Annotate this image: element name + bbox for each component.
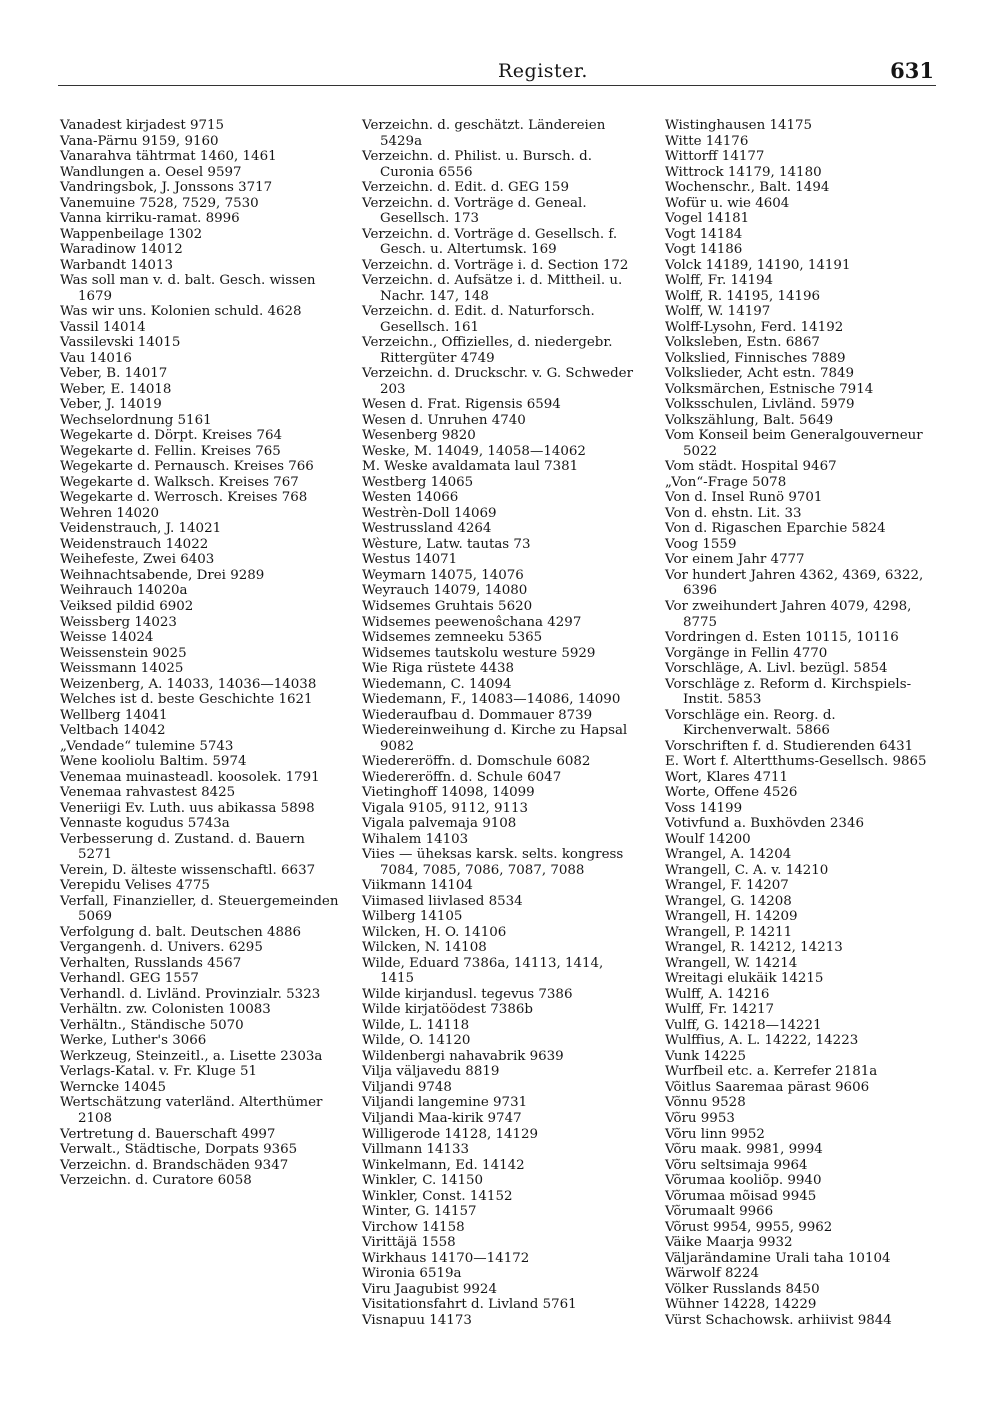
index-entry: Verzeichn. d. Edit. d. GEG 159 — [362, 180, 569, 196]
index-entry: Von d. ehstn. Lit. 33 — [665, 505, 802, 521]
index-entry: Wiederaufbau d. Dommauer 8739 — [362, 707, 593, 723]
index-entry: Venemaa muinasteadl. koosolek. 1791 — [60, 769, 320, 785]
index-entry: Wühner 14228, 14229 — [665, 1297, 817, 1313]
index-entry: Verepidu Velises 4775 — [60, 878, 210, 894]
index-entry: Weissmann 14025 — [60, 661, 184, 677]
index-entry: Wappenbeilage 1302 — [60, 226, 203, 242]
index-entry: Volck 14189, 14190, 14191 — [665, 257, 851, 273]
index-entry: Vennaste kogudus 5743a — [60, 816, 230, 832]
index-entry: Wreitagi elukäik 14215 — [665, 971, 824, 987]
index-entry: Verhandl. GEG 1557 — [60, 971, 199, 987]
index-entry: Verhältn., Ständische 5070 — [60, 1017, 244, 1033]
index-entry: Vanadest kirjadest 9715 — [60, 118, 225, 133]
index-entry: Wolff, Fr. 14194 — [665, 273, 774, 289]
page-number: 631 — [890, 58, 934, 83]
index-entry: Võitlus Saaremaa pärast 9606 — [665, 1079, 870, 1095]
index-entry: Wiedemann, C. 14094 — [362, 676, 512, 692]
index-entry: Võru 9953 — [665, 1111, 735, 1126]
index-entry: Willigerode 14128, 14129 — [362, 1126, 539, 1142]
index-entry: Verzeichn., Offizielles, d. niedergebr. Rittergüter 4749 — [362, 335, 613, 366]
index-entry: Wechselordnung 5161 — [60, 412, 212, 428]
index-entry: Vilja väljavedu 8819 — [362, 1064, 500, 1080]
index-entry: Veltbach 14042 — [60, 723, 166, 739]
index-entry: Wegekarte d. Pernausch. Kreises 766 — [60, 459, 314, 475]
index-entry: Vor hundert Jahren 4362, 4369, 6322, 6396 — [665, 567, 924, 599]
index-entry: Widsemes Gruhtais 5620 — [362, 598, 533, 614]
index-entry: Väike Maarja 9932 — [665, 1235, 793, 1251]
index-entry: Wrangel, F. 14207 — [665, 878, 789, 894]
index-entry: Vom städt. Hospital 9467 — [665, 459, 837, 475]
index-entry: Volksleben, Estn. 6867 — [665, 335, 820, 351]
index-entry: Võrumaalt 9966 — [665, 1204, 774, 1220]
index-entry: Wihalem 14103 — [362, 831, 469, 847]
index-entry: Wolff-Lysohn, Ferd. 14192 — [665, 319, 844, 335]
index-entry: Werke, Luther's 3066 — [60, 1033, 207, 1049]
index-entry: Wrangell, W. 14214 — [665, 955, 798, 971]
index-entry: Wrangel, R. 14212, 14213 — [665, 940, 843, 956]
index-entry: Wittrock 14179, 14180 — [665, 164, 822, 180]
index-entry: Wironia 6519a — [362, 1266, 462, 1282]
index-entry: Wilde, Eduard 7386a, 14113, 1414, 1415 — [362, 955, 604, 987]
index-entry: Wellberg 14041 — [60, 707, 168, 723]
index-entry: Westus 14071 — [362, 552, 458, 568]
index-entry: Wehren 14020 — [60, 505, 160, 521]
index-entry: Villmann 14133 — [362, 1142, 470, 1158]
index-entry: Wilcken, N. 14108 — [362, 940, 487, 956]
index-entry: Wolff, R. 14195, 14196 — [665, 288, 821, 304]
index-entry: Wolff, W. 14197 — [665, 304, 771, 320]
index-entry: Worte, Offene 4526 — [665, 785, 798, 801]
index-entry: Vom Konseil beim Generalgouverneur 5022 — [665, 428, 923, 459]
index-entry: Wulff, A. 14216 — [665, 986, 770, 1002]
index-entry: Võru seltsimaja 9964 — [665, 1157, 808, 1173]
index-entry: Wärwolf 8224 — [665, 1266, 760, 1282]
index-entry: Viikmann 14104 — [362, 878, 473, 894]
index-entry: Weihrauch 14020a — [60, 583, 188, 599]
index-entry: Wegekarte d. Fellin. Kreises 765 — [60, 443, 281, 459]
index-entry: Winter, G. 14157 — [362, 1204, 477, 1220]
index-entry: Wistinghausen 14175 — [665, 118, 813, 133]
index-entry: Weihefeste, Zwei 6403 — [60, 552, 215, 568]
index-entry: Wrangel, A. 14204 — [665, 847, 792, 863]
index-entry: Verzeichn. d. Curatore 6058 — [60, 1173, 252, 1189]
index-entry: Wiedereinweihung d. Kirche zu Hapsal 9082 — [362, 723, 628, 754]
index-entry: Vertretung d. Bauerschaft 4997 — [60, 1126, 276, 1142]
index-entry: Weisse 14024 — [60, 630, 154, 646]
index-entry: Wrangell, C. A. v. 14210 — [665, 862, 829, 878]
index-entry: Võru maak. 9981, 9994 — [665, 1142, 823, 1158]
index-entry: Vorschriften f. d. Studierenden 6431 — [665, 738, 914, 754]
index-entry: Verzeichn. d. Edit. d. Naturforsch. Gesellsch. 161 — [362, 304, 595, 335]
index-entry: Vanarahva tähtrmat 1460, 1461 — [60, 149, 277, 165]
index-entry: Wrangel, G. 14208 — [665, 893, 792, 909]
index-entry: Volkslieder, Acht estn. 7849 — [665, 366, 855, 382]
index-entry: Wulffius, A. L. 14222, 14223 — [665, 1033, 859, 1049]
index-entry: Wochenschr., Balt. 1494 — [665, 180, 830, 196]
index-entry: Werkzeug, Steinzeitl., a. Lisette 2303a — [60, 1048, 323, 1064]
index-entry: Veber, J. 14019 — [60, 397, 162, 413]
index-entry: Von d. Rigaschen Eparchie 5824 — [665, 521, 886, 537]
index-entry: Viru Jaagubist 9924 — [362, 1281, 497, 1297]
index-entry: Wilcken, H. O. 14106 — [362, 924, 507, 940]
index-entry: Widsemes peewenoŝchana 4297 — [362, 614, 582, 630]
index-entry: Viimased liivlased 8534 — [362, 893, 523, 909]
index-entry: Vana-Pärnu 9159, 9160 — [60, 133, 219, 149]
index-entry: Völker Russlands 8450 — [665, 1281, 820, 1297]
index-entry: Vor einem Jahr 4777 — [665, 552, 805, 568]
index-entry: Wilberg 14105 — [362, 909, 463, 925]
index-entry: Vau 14016 — [60, 350, 132, 366]
index-entry: Verzeichn. d. geschätzt. Ländereien 5429a — [362, 118, 606, 149]
index-entry: Wort, Klares 4711 — [665, 769, 789, 785]
index-entry: Verbesserung d. Zustand. d. Bauern 5271 — [60, 831, 305, 863]
index-entry: E. Wort f. Altertthums-Gesellsch. 9865 — [665, 754, 927, 770]
index-entry: Weber, E. 14018 — [60, 381, 172, 397]
index-entry: Vorschläge z. Reform d. Kirchspiels-Instit. 5853 — [665, 676, 912, 708]
index-entry: Weissenstein 9025 — [60, 645, 187, 661]
index-entry: Väljarändamine Urali taha 10104 — [665, 1250, 891, 1266]
index-entry: Veneriigi Ev. Luth. uus abikassa 5898 — [60, 800, 315, 816]
index-entry: Wesen d. Unruhen 4740 — [362, 412, 526, 428]
running-head — [58, 52, 936, 88]
index-entry: Veidenstrauch, J. 14021 — [60, 521, 222, 537]
index-entry: Vogt 14184 — [665, 226, 743, 242]
header-rule — [58, 85, 936, 86]
index-entry: Wene kooliolu Baltim. 5974 — [60, 754, 247, 770]
index-entry: Wrangell, P. 14211 — [665, 924, 793, 940]
index-entry: Verzeichn. d. Druckschr. v. G. Schweder 203 — [362, 366, 633, 397]
index-entry: Võnnu 9528 — [665, 1095, 746, 1111]
index-entry: Weizenberg, A. 14033, 14036—14038 — [60, 676, 317, 692]
index-entry: Verhalten, Russlands 4567 — [60, 955, 242, 971]
index-entry: Von d. Insel Runö 9701 — [665, 490, 823, 506]
index-entry: Wirkhaus 14170—14172 — [362, 1250, 530, 1266]
index-entry: Vogel 14181 — [665, 211, 750, 227]
index-entry: Wulff, Fr. 14217 — [665, 1002, 775, 1018]
index-entry: Visitationsfahrt d. Livland 5761 — [362, 1297, 577, 1313]
index-entry: Viljandi 9748 — [362, 1079, 452, 1095]
index-entry: Winkler, C. 14150 — [362, 1173, 484, 1189]
index-entry: Wegekarte d. Dörpt. Kreises 764 — [60, 428, 282, 444]
index-entry: Was wir uns. Kolonien schuld. 4628 — [60, 304, 302, 320]
index-entry: Wiedereröffn. d. Domschule 6082 — [362, 754, 591, 770]
index-entry: Verwalt., Städtische, Dorpats 9365 — [60, 1142, 298, 1158]
index-entry: Was soll man v. d. balt. Gesch. wissen 1679 — [60, 273, 316, 304]
index-entry: Verzeichn. d. Aufsätze i. d. Mittheil. u. Nachr. 147, 148 — [362, 273, 623, 304]
index-entry: Veber, B. 14017 — [60, 366, 168, 382]
index-entry: Wilde, L. 14118 — [362, 1017, 470, 1033]
index-entry: Verhandl. d. Livländ. Provinzialr. 5323 — [60, 986, 321, 1002]
index-entry: Winkelmann, Ed. 14142 — [362, 1157, 525, 1173]
index-entry: Verzeichn. d. Vorträge d. Geneal. Gesellsch. 173 — [362, 195, 587, 227]
index-entry: Virittäjä 1558 — [362, 1235, 456, 1251]
index-entry: Woulf 14200 — [665, 831, 751, 847]
index-entry: Vorschläge ein. Reorg. d. Kirchenverwalt. 5866 — [665, 707, 836, 739]
index-entry: Võrumaa kooliõp. 9940 — [665, 1173, 822, 1189]
index-entry: Verfolgung d. balt. Deutschen 4886 — [60, 924, 302, 940]
register-column-1 — [60, 118, 340, 1189]
index-entry: M. Weske avaldamata laul 7381 — [362, 459, 579, 475]
index-entry: Volkszählung, Balt. 5649 — [665, 412, 834, 428]
index-entry: Vor zweihundert Jahren 4079, 4298, 8775 — [665, 598, 912, 630]
index-entry: Wiedemann, F., 14083—14086, 14090 — [362, 692, 621, 708]
index-entry: Volkslied, Finnisches 7889 — [665, 350, 846, 366]
index-entry: Viljandi langemine 9731 — [362, 1095, 528, 1111]
index-entry: Winkler, Const. 14152 — [362, 1188, 513, 1204]
index-entry: Vassil 14014 — [60, 319, 146, 335]
index-entry: Viies — üheksas karsk. selts. kongress 7084, 7085, 7086, 7087, 7088 — [362, 847, 624, 878]
running-title: Register. — [498, 60, 588, 82]
index-entry: Widsemes tautskolu westure 5929 — [362, 645, 596, 661]
index-entry: Widsemes zemneeku 5365 — [362, 630, 543, 646]
index-entry: Võrust 9954, 9955, 9962 — [665, 1219, 833, 1235]
index-entry: Westen 14066 — [362, 490, 459, 506]
index-entry: Wandlungen a. Oesel 9597 — [60, 164, 242, 180]
index-entry: Vürst Schachowsk. arhiivist 9844 — [665, 1312, 892, 1328]
index-entry: Vergangenh. d. Univers. 6295 — [60, 940, 263, 956]
index-entry: Welches ist d. beste Geschichte 1621 — [60, 692, 313, 708]
register-column-3 — [665, 118, 937, 1328]
index-entry: Witte 14176 — [665, 133, 749, 149]
index-entry: Wesenberg 9820 — [362, 428, 476, 444]
index-entry: Westrussland 4264 — [362, 521, 492, 537]
index-entry: Veiksed pildid 6902 — [60, 598, 194, 614]
index-entry: Wurfbeil etc. a. Kerrefer 2181a — [665, 1064, 878, 1080]
index-entry: Vanemuine 7528, 7529, 7530 — [60, 195, 259, 211]
index-entry: Viljandi Maa-kirik 9747 — [362, 1111, 522, 1126]
index-entry: Vanna kirriku-ramat. 8996 — [60, 211, 240, 227]
index-entry: Võru linn 9952 — [665, 1126, 765, 1142]
index-entry: Voog 1559 — [665, 536, 737, 552]
index-entry: Vorschläge, A. Livl. bezügl. 5854 — [665, 661, 888, 677]
index-entry: Waradinow 14012 — [60, 242, 183, 258]
index-entry: Verlags-Katal. v. Fr. Kluge 51 — [60, 1064, 258, 1080]
index-entry: Vunk 14225 — [665, 1048, 747, 1064]
index-entry: Werncke 14045 — [60, 1079, 167, 1095]
index-entry: Voss 14199 — [665, 800, 743, 816]
index-entry: Weidenstrauch 14022 — [60, 536, 209, 552]
index-entry: Vogt 14186 — [665, 242, 743, 258]
index-entry: Verzeichn. d. Brandschäden 9347 — [60, 1157, 289, 1173]
index-entry: Vigala 9105, 9112, 9113 — [362, 800, 529, 816]
index-entry: „Vendade“ tulemine 5743 — [60, 738, 234, 754]
index-entry: Vordringen d. Esten 10115, 10116 — [665, 630, 899, 646]
index-entry: Votivfund a. Buxhövden 2346 — [665, 816, 864, 832]
index-entry: Volksmärchen, Estnische 7914 — [665, 381, 874, 397]
index-entry: Weyrauch 14079, 14080 — [362, 583, 528, 599]
index-entry: Wilde kirjatöödest 7386b — [362, 1002, 533, 1018]
index-entry: Vassilevski 14015 — [60, 335, 181, 351]
index-entry: „Von“-Frage 5078 — [665, 474, 787, 490]
index-entry: Venemaa rahvastest 8425 — [60, 785, 236, 801]
register-column-2 — [362, 118, 640, 1328]
index-entry: Verzeichn. d. Vorträge i. d. Section 172 — [362, 257, 629, 273]
index-entry: Vandringsbok, J. Jonssons 3717 — [60, 180, 273, 196]
index-entry: Wegekarte d. Werrosch. Kreises 768 — [60, 490, 308, 506]
index-entry: Wèsture, Latw. tautas 73 — [362, 536, 531, 552]
index-entry: Verzeichn. d. Vorträge d. Gesellsch. f. Gesch. u. Altertumsk. 169 — [362, 226, 618, 258]
index-entry: Westrèn-Doll 14069 — [362, 505, 497, 521]
index-entry: Wertschätzung vaterländ. Alterthümer 2108 — [60, 1095, 323, 1126]
index-entry: Wittorff 14177 — [665, 149, 765, 165]
index-entry: Vigala palvemaja 9108 — [362, 816, 517, 832]
index-entry: Verzeichn. d. Philist. u. Bursch. d. Curonia 6556 — [362, 149, 592, 180]
index-entry: Vietinghoff 14098, 14099 — [362, 785, 535, 801]
register-columns — [60, 118, 938, 1368]
index-entry: Warbandt 14013 — [60, 257, 173, 273]
index-entry: Verhältn. zw. Colonisten 10083 — [60, 1002, 271, 1018]
index-entry: Wiedereröffn. d. Schule 6047 — [362, 769, 562, 785]
index-entry: Vulff, G. 14218—14221 — [665, 1017, 822, 1033]
index-entry: Westberg 14065 — [362, 474, 474, 490]
index-entry: Virchow 14158 — [362, 1219, 465, 1235]
index-entry: Võrumaa mõisad 9945 — [665, 1188, 817, 1204]
index-entry: Weissberg 14023 — [60, 614, 177, 630]
index-entry: Wrangell, H. 14209 — [665, 909, 798, 925]
index-entry: Vorgänge in Fellin 4770 — [665, 645, 828, 661]
index-entry: Verfall, Finanzieller, d. Steuergemeinden 5069 — [60, 893, 339, 925]
index-entry: Visnapuu 14173 — [362, 1312, 472, 1328]
index-entry: Wilde, O. 14120 — [362, 1033, 471, 1049]
index-entry: Verein, D. älteste wissenschaftl. 6637 — [60, 862, 316, 878]
index-entry: Wesen d. Frat. Rigensis 6594 — [362, 397, 561, 413]
index-entry: Wildenbergi nahavabrik 9639 — [362, 1048, 564, 1064]
index-entry: Wilde kirjandusl. tegevus 7386 — [362, 986, 573, 1002]
index-entry: Wie Riga rüstete 4438 — [362, 661, 515, 677]
index-entry: Weske, M. 14049, 14058—14062 — [362, 443, 586, 459]
index-entry: Wegekarte d. Walksch. Kreises 767 — [60, 474, 299, 490]
index-entry: Weymarn 14075, 14076 — [362, 567, 524, 583]
index-entry: Weihnachtsabende, Drei 9289 — [60, 567, 265, 583]
index-entry: Volksschulen, Livländ. 5979 — [665, 397, 855, 413]
index-entry: Wofür u. wie 4604 — [665, 195, 790, 211]
